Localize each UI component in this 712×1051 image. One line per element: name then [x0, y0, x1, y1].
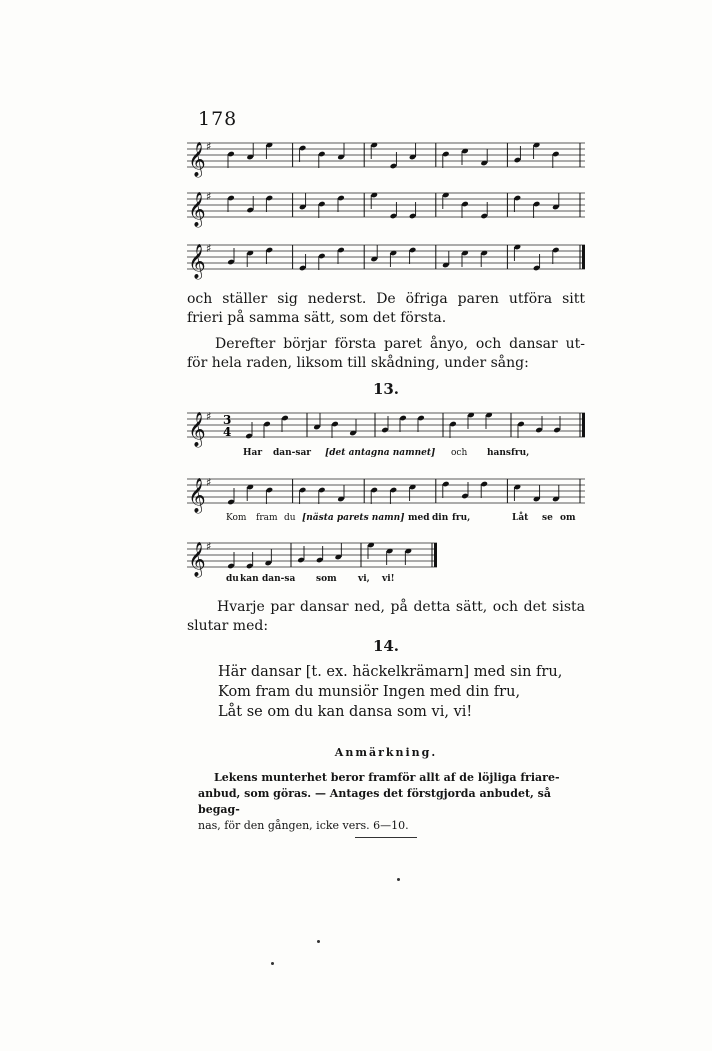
- lyric-syllable: du: [284, 513, 296, 523]
- lyric-syllable: om: [560, 513, 576, 523]
- divider-rule: [355, 837, 417, 838]
- lyric-syllable: kan: [240, 574, 259, 584]
- music-staff-3: [187, 240, 585, 279]
- sharp-sign: ♯: [206, 476, 212, 489]
- paragraph-2-line-1: Derefter börjar första paret ånyo, och dansar ut-: [215, 336, 585, 352]
- lyric-syllable: Låt: [512, 513, 529, 523]
- lyric-syllable: fru,: [452, 513, 471, 523]
- speck: [317, 940, 320, 943]
- lyric-syllable: Har: [243, 448, 263, 458]
- poem-line-1: Här dansar [t. ex. häckelkrämarn] med sin fru,: [218, 664, 563, 680]
- lyric-syllable: vi!: [382, 574, 395, 584]
- paragraph-2-line-2: för hela raden, liksom till skådning, under sång:: [187, 355, 529, 371]
- treble-clef: 𝄞: [188, 192, 206, 227]
- time-signature-top: 3: [223, 413, 232, 427]
- note-line-2: anbud, som göras. — Antages det förstgjorda anbudet, så begag-: [198, 787, 552, 816]
- treble-clef: 𝄞: [188, 478, 206, 513]
- note-text: [198, 770, 586, 834]
- treble-clef: 𝄞: [188, 142, 206, 177]
- music-staff-1: [187, 138, 585, 177]
- lyric-syllable: fru,: [511, 448, 530, 458]
- speck: [271, 962, 274, 965]
- lyric-syllable: hans: [487, 448, 511, 458]
- final-bar-line: [434, 543, 437, 567]
- section-number-13: 13.: [372, 380, 400, 398]
- lyric-syllable: med: [408, 513, 430, 523]
- lyric-syllable: Kom: [226, 513, 247, 523]
- paragraph-3: [187, 598, 585, 636]
- paragraph-1: [187, 290, 585, 328]
- poem-line-3: Låt se om du kan dansa som vi, vi!: [218, 704, 473, 720]
- note-line-3: nas, för den gången, icke vers. 6—10.: [198, 819, 409, 832]
- treble-clef: 𝄞: [188, 542, 206, 577]
- music-staff-13-2: [187, 474, 585, 513]
- lyric-syllable: som: [316, 574, 337, 584]
- sharp-sign: ♯: [206, 540, 212, 553]
- music-staff-2: [187, 188, 585, 227]
- paragraph-3-line-1: Hvarje par dansar ned, på detta sätt, och det sista: [217, 599, 585, 615]
- sharp-sign: ♯: [206, 410, 212, 423]
- paragraph-3-line-2: slutar med:: [187, 618, 269, 634]
- treble-clef: 𝄞: [188, 412, 206, 447]
- time-signature-bottom: 4: [223, 425, 232, 439]
- sharp-sign: ♯: [206, 140, 212, 153]
- paragraph-1-line-1: och ställer sig nederst. De öfriga paren utföra sitt: [187, 291, 585, 307]
- lyric-syllable: [det antagna namnet]: [325, 448, 436, 458]
- treble-clef: 𝄞: [188, 244, 206, 279]
- page-number: 178: [198, 108, 238, 130]
- music-staff-13-1: [187, 408, 585, 447]
- lyric-syllable: du: [226, 574, 239, 584]
- paragraph-2: [187, 335, 585, 373]
- music-staff-13-3: [187, 538, 437, 577]
- sharp-sign: ♯: [206, 242, 212, 255]
- final-bar-line: [582, 245, 585, 269]
- poem-line-2: Kom fram du munsiör Ingen med din fru,: [218, 684, 521, 700]
- section-number-14: 14.: [372, 637, 400, 655]
- lyric-syllable: [nästa parets namn]: [302, 513, 405, 523]
- sharp-sign: ♯: [206, 190, 212, 203]
- speck: [397, 878, 400, 881]
- lyric-syllable: och: [451, 448, 468, 458]
- note-title: Anmärkning.: [334, 746, 438, 759]
- lyric-syllable: dan-sar: [273, 448, 312, 458]
- lyric-syllable: vi,: [358, 574, 370, 584]
- note-line-1: Lekens munterhet beror framför allt af de löjliga friare-: [214, 771, 560, 784]
- lyric-syllable: dan-sa: [262, 574, 296, 584]
- final-bar-line: [582, 413, 585, 437]
- lyric-syllable: se: [542, 513, 553, 523]
- paragraph-1-line-2: frieri på samma sätt, som det första.: [187, 310, 447, 326]
- poem: [218, 662, 562, 722]
- lyric-syllable: din: [432, 513, 449, 523]
- lyric-syllable: fram: [256, 513, 278, 523]
